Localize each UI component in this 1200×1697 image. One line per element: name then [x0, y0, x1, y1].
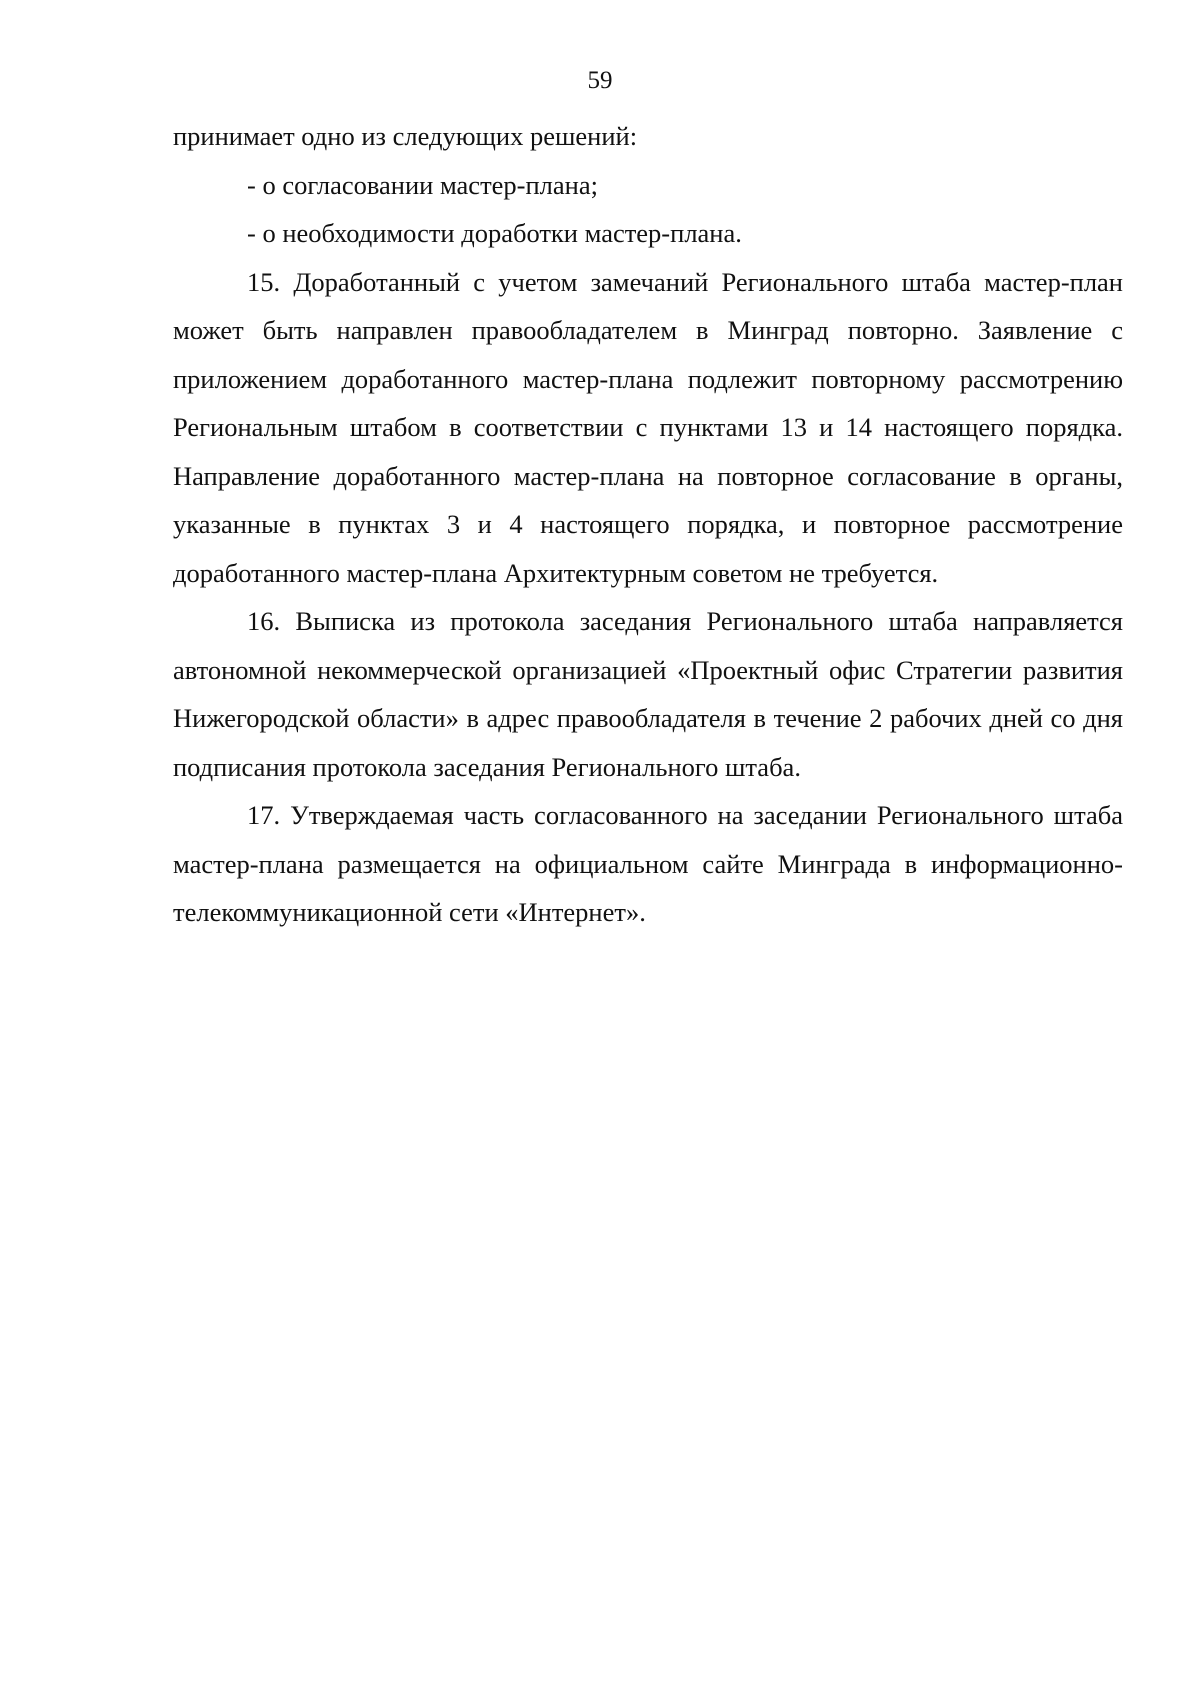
list-item-revision: - о необходимости доработки мастер-плана.	[247, 218, 742, 248]
paragraph-intro: принимает одно из следующих решений:	[173, 121, 638, 151]
paragraph-16: 16. Выписка из протокола заседания Регионального штаба направляется автономной некоммерческой организацией «Проектный офис Стратегии развития Нижегородской области» в адрес правообладателя в течение 2 рабочих дней со дня подписания протокола заседания Регионального штаба.	[173, 606, 1123, 782]
page-number: 59	[587, 67, 613, 94]
paragraph-15: 15. Доработанный с учетом замечаний Регионального штаба мастер-план может быть направлен правообладателем в Минград повторно. Заявление с приложением доработанного мастер-плана подлежит повторному рассмотрению Региональным штабом в соответствии с пунктами 13 и 14 настоящего порядка. Направление доработанного мастер-плана на повторное согласование в органы, указанные в пунктах 3 и 4 настоящего порядка, и повторное рассмотрение доработанного мастер-плана Архитектурным советом не требуется.	[173, 266, 1123, 588]
paragraph-17: 17. Утверждаемая часть согласованного на заседании Регионального штаба мастер-плана размещается на официальном сайте Минграда в информационно-телекоммуникационной сети «Интернет».	[173, 800, 1123, 927]
list-item-approval: - о согласовании мастер-плана;	[247, 169, 598, 200]
document-body	[173, 112, 1123, 937]
